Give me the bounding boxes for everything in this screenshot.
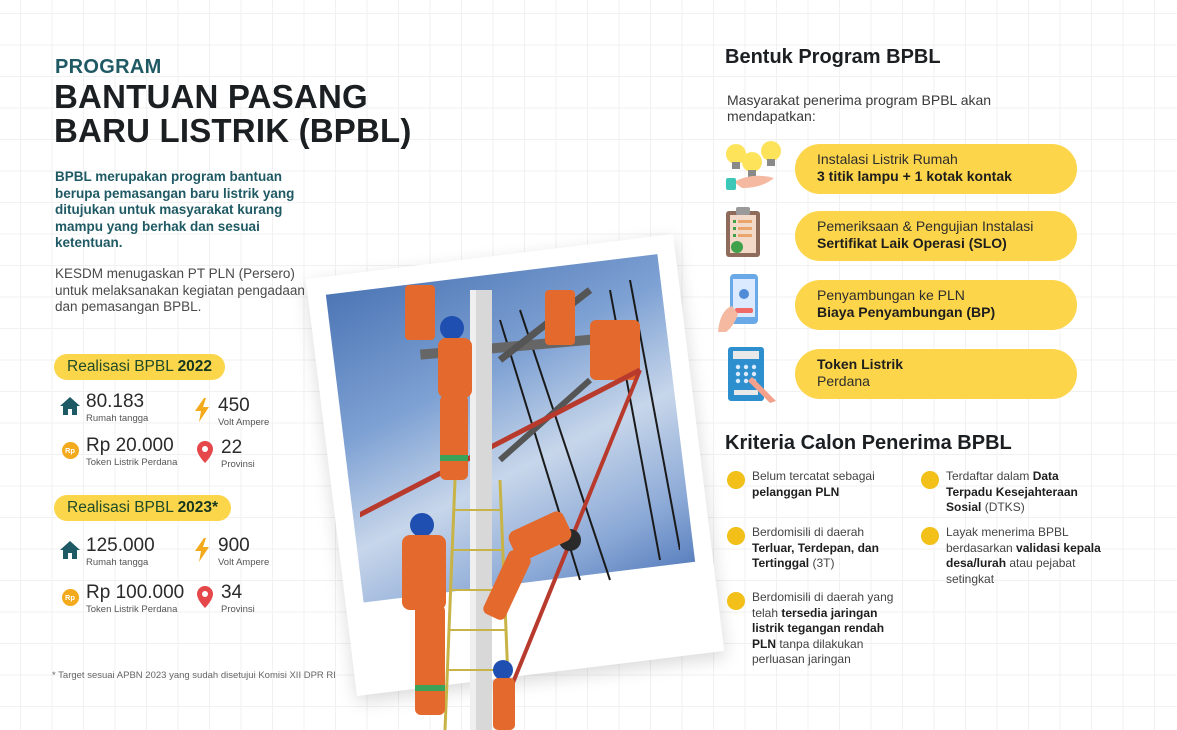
bullet-dot bbox=[727, 471, 745, 489]
lightning-icon bbox=[190, 398, 214, 422]
intro-highlight: BPBL merupakan program bantuan berupa pemasangan baru listrik yang ditujukan untuk masyarakat kurang mampu yang berhak dan sesuai ketentuan. bbox=[55, 169, 295, 250]
stat-label: Token Listrik Perdana bbox=[86, 457, 178, 468]
kriteria-item: Berdomisili di daerah Terluar, Terdepan, dan Tertinggal (3T) bbox=[727, 525, 897, 572]
lightning-icon bbox=[190, 538, 214, 562]
stat-power-2022 bbox=[190, 396, 269, 428]
footnote: * Target sesuai APBN 2023 yang sudah disetujui Komisi XII DPR RI bbox=[52, 670, 336, 681]
title-line-1: BANTUAN PASANG bbox=[54, 78, 368, 115]
stat-provinces-2023 bbox=[193, 583, 255, 615]
light-bulbs-hand-icon bbox=[722, 140, 782, 200]
stat-value: 450 bbox=[218, 395, 250, 416]
realisasi-2023-badge bbox=[54, 495, 231, 521]
rupiah-coin-icon: Rp bbox=[58, 585, 82, 609]
realisasi-label: Realisasi BPBL bbox=[67, 499, 178, 516]
stat-value: 900 bbox=[218, 535, 250, 556]
program-kicker: PROGRAM bbox=[55, 56, 162, 78]
kriteria-item: Layak menerima BPBL berdasarkan validasi kepala desa/lurah atau pejabat setingkat bbox=[921, 525, 1106, 587]
realisasi-label: Realisasi BPBL bbox=[67, 358, 178, 375]
stat-households-2023 bbox=[58, 536, 155, 568]
benefit-title: Penyambungan ke PLN bbox=[817, 287, 965, 303]
bullet-dot bbox=[727, 527, 745, 545]
stat-token-2022 bbox=[58, 436, 177, 468]
stat-value: Rp 20.000 bbox=[86, 435, 174, 456]
bentuk-lead: Masyarakat penerima program BPBL akan mendapatkan: bbox=[727, 92, 992, 124]
stat-value: 125.000 bbox=[86, 535, 155, 556]
bullet-dot bbox=[921, 471, 939, 489]
stat-value: 22 bbox=[221, 437, 243, 458]
clipboard-certificate-icon bbox=[724, 205, 784, 265]
bentuk-program-heading: Bentuk Program BPBL bbox=[725, 46, 941, 68]
realisasi-year: 2023* bbox=[177, 499, 219, 516]
benefit-detail: Biaya Penyambungan (BP) bbox=[817, 304, 996, 320]
benefit-title: Instalasi Listrik Rumah bbox=[817, 151, 958, 167]
stat-label: Token Listrik Perdana bbox=[86, 604, 178, 615]
kriteria-heading: Kriteria Calon Penerima BPBL bbox=[725, 432, 1012, 454]
stat-label: Volt Ampere bbox=[218, 557, 270, 568]
rupiah-coin-icon: Rp bbox=[58, 438, 82, 462]
stat-value: Rp 100.000 bbox=[86, 582, 185, 603]
stat-label: Rumah tangga bbox=[86, 557, 149, 568]
realisasi-year: 2022 bbox=[177, 358, 213, 375]
stat-label: Volt Ampere bbox=[218, 417, 270, 428]
benefit-detail: Sertifikat Laik Operasi (SLO) bbox=[817, 235, 1007, 251]
bullet-dot bbox=[727, 592, 745, 610]
benefit-detail: Perdana bbox=[817, 373, 870, 389]
house-icon bbox=[58, 538, 82, 562]
phone-payment-icon bbox=[716, 270, 776, 330]
stat-value: 34 bbox=[221, 582, 243, 603]
stat-households-2022 bbox=[58, 392, 148, 424]
benefit-title: Token Listrik bbox=[817, 356, 904, 372]
kriteria-item: Berdomisili di daerah yang telah tersedia jaringan listrik tegangan rendah PLN tanpa dilakukan perluasan jaringan bbox=[727, 590, 902, 668]
house-icon bbox=[58, 394, 82, 418]
realisasi-2022-badge bbox=[54, 354, 225, 380]
stat-label: Provinsi bbox=[221, 604, 255, 615]
kriteria-item: Belum tercatat sebagai pelanggan PLN bbox=[727, 469, 897, 500]
stat-power-2023 bbox=[190, 536, 269, 568]
location-pin-icon bbox=[193, 440, 217, 464]
benefit-slo bbox=[795, 211, 1077, 261]
bullet-dot bbox=[921, 527, 939, 545]
benefit-detail: 3 titik lampu + 1 kotak kontak bbox=[817, 168, 1012, 184]
intro-body: KESDM menugaskan PT PLN (Persero) untuk melaksanakan kegiatan pengadaan dan pemasangan BPBL. bbox=[55, 266, 305, 314]
kriteria-item: Terdaftar dalam Data Terpadu Kesejahteraan Sosial (DTKS) bbox=[921, 469, 1096, 516]
stat-value: 80.183 bbox=[86, 391, 145, 412]
stat-label: Rumah tangga bbox=[86, 413, 149, 424]
electricity-meter-icon bbox=[726, 343, 786, 403]
benefit-penyambungan bbox=[795, 280, 1077, 330]
location-pin-icon bbox=[193, 585, 217, 609]
benefit-instalasi bbox=[795, 144, 1077, 194]
benefit-title: Pemeriksaan & Pengujian Instalasi bbox=[817, 218, 1034, 234]
stat-provinces-2022 bbox=[193, 438, 255, 470]
photo-workers-on-pole bbox=[360, 280, 680, 730]
page-title bbox=[54, 80, 412, 148]
stat-token-2023 bbox=[58, 583, 184, 615]
benefit-token bbox=[795, 349, 1077, 399]
title-line-2: BARU LISTRIK (BPBL) bbox=[54, 112, 412, 149]
stat-label: Provinsi bbox=[221, 459, 255, 470]
